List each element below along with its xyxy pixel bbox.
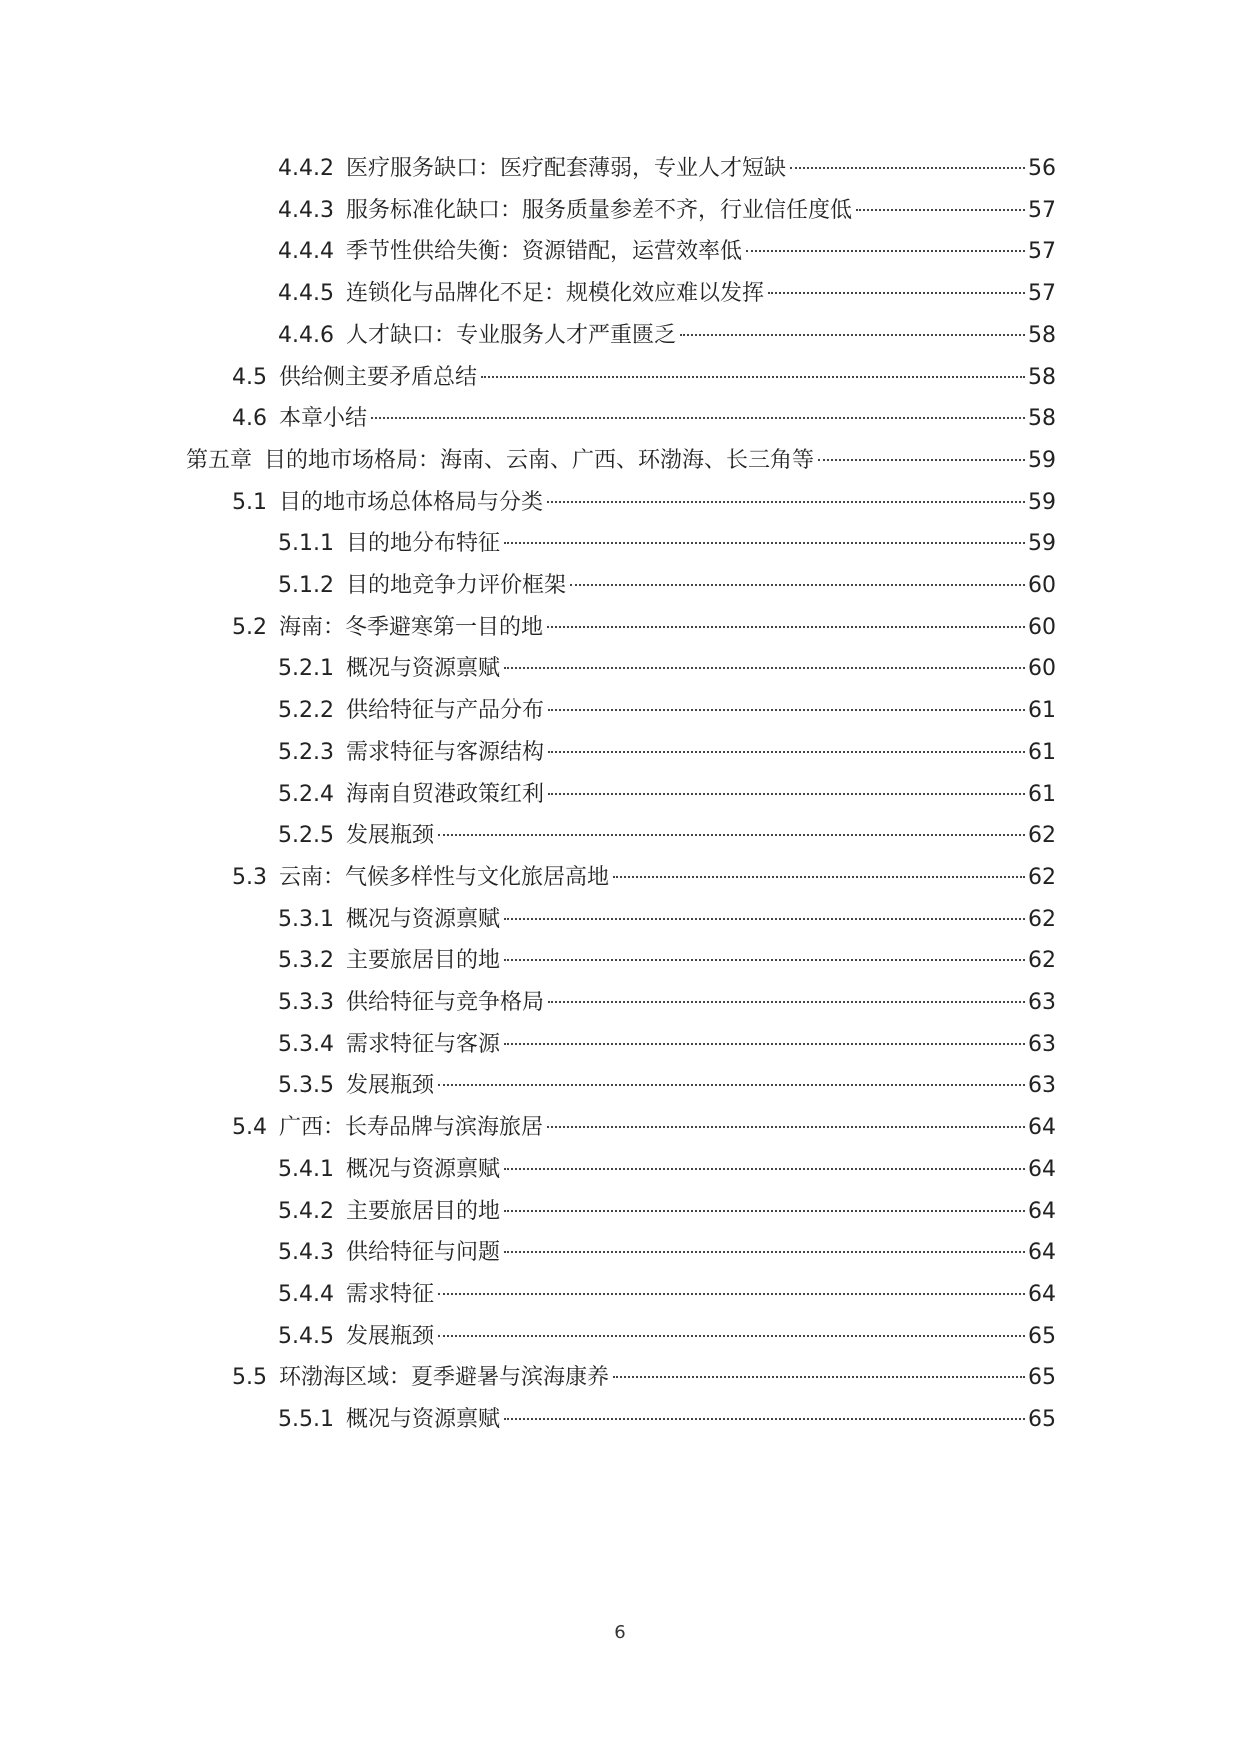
toc-entry[interactable] [278,524,1056,564]
toc-entry-page: 60 [1028,573,1056,598]
toc-entry-number: 5.3.1 [278,906,334,932]
toc-entry-page: 56 [1028,156,1056,181]
toc-dot-leader [547,501,1025,503]
toc-entry[interactable] [278,691,1056,731]
toc-entry-page: 62 [1028,823,1056,849]
toc-entry[interactable] [278,191,1056,231]
toc-entry-number: 5.3 [232,864,267,890]
toc-entry-title: 发展瓶颈 [345,823,434,849]
toc-entry-title: 海南：冬季避寒第一目的地 [279,614,544,640]
toc-entry[interactable] [186,441,1056,481]
toc-entry-page: 64 [1028,1281,1056,1307]
toc-dot-leader [570,584,1025,586]
toc-entry-title: 主要旅居目的地 [345,948,500,974]
toc-entry[interactable] [278,900,1056,940]
toc-dot-leader [504,1168,1025,1170]
toc-entry-page: 65 [1028,1323,1056,1349]
toc-entry[interactable] [278,775,1056,815]
toc-entry-page: 57 [1028,197,1056,223]
toc-entry-page: 59 [1028,447,1056,473]
toc-entry-page: 59 [1028,531,1056,557]
toc-dot-leader [438,1293,1025,1295]
toc-dot-leader [371,417,1025,419]
toc-entry-number: 5.5.1 [278,1407,334,1432]
toc-entry[interactable] [232,358,1056,398]
toc-entry[interactable] [278,733,1056,773]
toc-entry-page: 65 [1028,1365,1056,1391]
toc-entry-page: 57 [1028,281,1056,307]
toc-dot-leader [504,667,1025,669]
toc-dot-leader [818,459,1025,461]
toc-entry-page: 61 [1028,781,1056,807]
toc-entry-page: 62 [1028,906,1056,932]
toc-entry-number: 5.1.1 [278,531,334,557]
toc-entry-page: 64 [1028,1240,1056,1266]
toc-entry[interactable] [278,316,1056,356]
toc-dot-leader [746,250,1025,252]
toc-dot-leader [768,292,1025,294]
toc-entry-page: 58 [1028,406,1056,432]
toc-entry-number: 5.1.2 [278,573,334,598]
toc-entry-title: 主要旅居目的地 [345,1198,500,1224]
toc-entry-number: 5.2.2 [278,698,334,724]
toc-dot-leader [856,209,1025,211]
toc-entry-number: 5.2.3 [278,739,334,765]
toc-entry[interactable] [232,1108,1056,1148]
toc-entry-title: 需求特征与客源结构 [345,739,544,765]
toc-dot-leader [613,876,1025,878]
toc-entry-title: 需求特征与客源 [345,1031,500,1057]
toc-dot-leader [548,709,1025,711]
toc-entry[interactable] [232,608,1056,648]
toc-entry-title: 季节性供给失衡：资源错配，运营效率低 [345,239,742,265]
toc-entry-title: 医疗服务缺口：医疗配套薄弱，专业人才短缺 [345,156,786,181]
toc-entry-number: 5.1 [232,489,267,515]
toc-dot-leader [438,834,1025,836]
toc-entry-number: 5.2.4 [278,781,334,807]
toc-entry-page: 65 [1028,1407,1056,1432]
toc-entry-number: 5.4.2 [278,1198,334,1224]
toc-entry-page: 63 [1028,1031,1056,1057]
toc-entry-title: 供给特征与产品分布 [345,698,544,724]
toc-entry-number: 4.4.4 [278,239,334,265]
toc-entry-title: 概况与资源禀赋 [345,1156,500,1182]
toc-dot-leader [504,1210,1025,1212]
toc-dot-leader [548,793,1025,795]
toc-entry-title: 环渤海区域：夏季避暑与滨海康养 [279,1365,610,1391]
toc-entry-title: 概况与资源禀赋 [345,906,500,932]
toc-entry-page: 58 [1028,364,1056,390]
toc-dot-leader [504,959,1025,961]
toc-entry-page: 60 [1028,614,1056,640]
toc-entry[interactable] [278,232,1056,272]
toc-entry[interactable] [278,1025,1056,1065]
toc-entry[interactable] [278,1317,1056,1357]
toc-dot-leader [547,1126,1025,1128]
toc-entry-title: 概况与资源禀赋 [345,1407,500,1432]
toc-dot-leader [790,167,1025,169]
toc-entry-title: 供给特征与竞争格局 [345,990,544,1015]
toc-entry-title: 服务标准化缺口：服务质量参差不齐，行业信任度低 [345,197,852,223]
toc-entry-number: 5.2.5 [278,823,334,849]
toc-entry[interactable] [278,1192,1056,1232]
toc-entry[interactable] [232,399,1056,439]
toc-entry[interactable] [278,941,1056,981]
toc-entry-page: 59 [1028,489,1056,515]
toc-entry-page: 62 [1028,948,1056,974]
toc-entry[interactable] [278,1233,1056,1273]
toc-dot-leader [504,918,1025,920]
toc-entry-number: 5.4.3 [278,1240,334,1266]
toc-entry[interactable] [278,149,1056,189]
toc-entry-page: 62 [1028,864,1056,890]
toc-entry[interactable] [278,1150,1056,1190]
toc-entry-page: 57 [1028,239,1056,265]
toc-entry[interactable] [278,566,1056,606]
toc-entry[interactable] [278,1066,1056,1106]
toc-entry[interactable] [278,274,1056,314]
toc-entry-title: 目的地分布特征 [345,531,500,557]
toc-entry-number: 4.4.5 [278,281,334,307]
toc-entry-page: 63 [1028,1073,1056,1099]
toc-dot-leader [438,1335,1025,1337]
toc-entry-title: 广西：长寿品牌与滨海旅居 [279,1115,544,1141]
toc-entry-title: 人才缺口：专业服务人才严重匮乏 [345,322,676,348]
toc-entry-number: 5.3.2 [278,948,334,974]
toc-entry-page: 64 [1028,1115,1056,1141]
toc-entry-number: 5.3.4 [278,1031,334,1057]
toc-dot-leader [481,376,1025,378]
toc-entry-title: 发展瓶颈 [345,1073,434,1099]
toc-entry-number: 4.4.3 [278,197,334,223]
toc-entry-page: 64 [1028,1156,1056,1182]
toc-entry-title: 连锁化与品牌化不足：规模化效应难以发挥 [345,281,764,307]
toc-dot-leader [548,1001,1025,1003]
toc-dot-leader [547,626,1025,628]
toc-dot-leader [548,751,1025,753]
toc-entry-page: 64 [1028,1198,1056,1224]
toc-entry-number: 4.4.2 [278,156,334,181]
toc-entry-title: 海南自贸港政策红利 [345,781,544,807]
toc-dot-leader [504,1418,1025,1420]
toc-entry-title: 概况与资源禀赋 [345,656,500,682]
toc-entry-number: 5.2 [232,614,267,640]
toc-entry-number: 5.4.1 [278,1156,334,1182]
toc-entry-title: 本章小结 [279,406,368,432]
toc-entry-title: 供给特征与问题 [345,1240,500,1266]
toc-entry-number: 5.3.5 [278,1073,334,1099]
toc-entry-page: 61 [1028,739,1056,765]
toc-entry-number: 5.5 [232,1365,267,1391]
toc-entry-title: 目的地市场格局：海南、云南、广西、环渤海、长三角等 [264,447,815,473]
toc-entry[interactable] [232,858,1056,898]
toc-entry-number: 5.2.1 [278,656,334,682]
toc-entry-title: 目的地竞争力评价框架 [345,573,566,598]
toc-entry-number: 4.6 [232,406,267,432]
toc-entry-title: 需求特征 [345,1281,434,1307]
toc-entry-title: 供给侧主要矛盾总结 [279,364,478,390]
toc-entry-page: 63 [1028,990,1056,1015]
page-number: 6 [614,1622,626,1643]
toc-entry[interactable] [232,1358,1056,1398]
toc-entry-number: 5.4.5 [278,1323,334,1349]
toc-entry-title: 发展瓶颈 [345,1323,434,1349]
toc-entry-page: 60 [1028,656,1056,682]
toc-entry-number: 5.4.4 [278,1281,334,1307]
toc-entry[interactable] [278,649,1056,689]
toc-entry-number: 4.4.6 [278,322,334,348]
toc-entry-number: 5.4 [232,1115,267,1141]
toc-entry-number: 4.5 [232,364,267,390]
toc-dot-leader [680,334,1025,336]
toc-dot-leader [504,542,1025,544]
toc-entry-number: 第五章 [186,447,253,473]
toc-entry[interactable] [278,816,1056,856]
toc-dot-leader [504,1043,1025,1045]
toc-entry[interactable] [278,983,1056,1023]
toc-entry-title: 云南：气候多样性与文化旅居高地 [279,864,610,890]
toc-entry-page: 58 [1028,322,1056,348]
toc-entry[interactable] [278,1400,1056,1440]
toc-dot-leader [438,1084,1025,1086]
toc-entry[interactable] [278,1275,1056,1315]
toc-entry-page: 61 [1028,698,1056,724]
toc-dot-leader [504,1251,1025,1253]
toc-entry-title: 目的地市场总体格局与分类 [279,489,544,515]
toc-entry[interactable] [232,483,1056,523]
toc-dot-leader [613,1376,1025,1378]
toc-entry-number: 5.3.3 [278,990,334,1015]
